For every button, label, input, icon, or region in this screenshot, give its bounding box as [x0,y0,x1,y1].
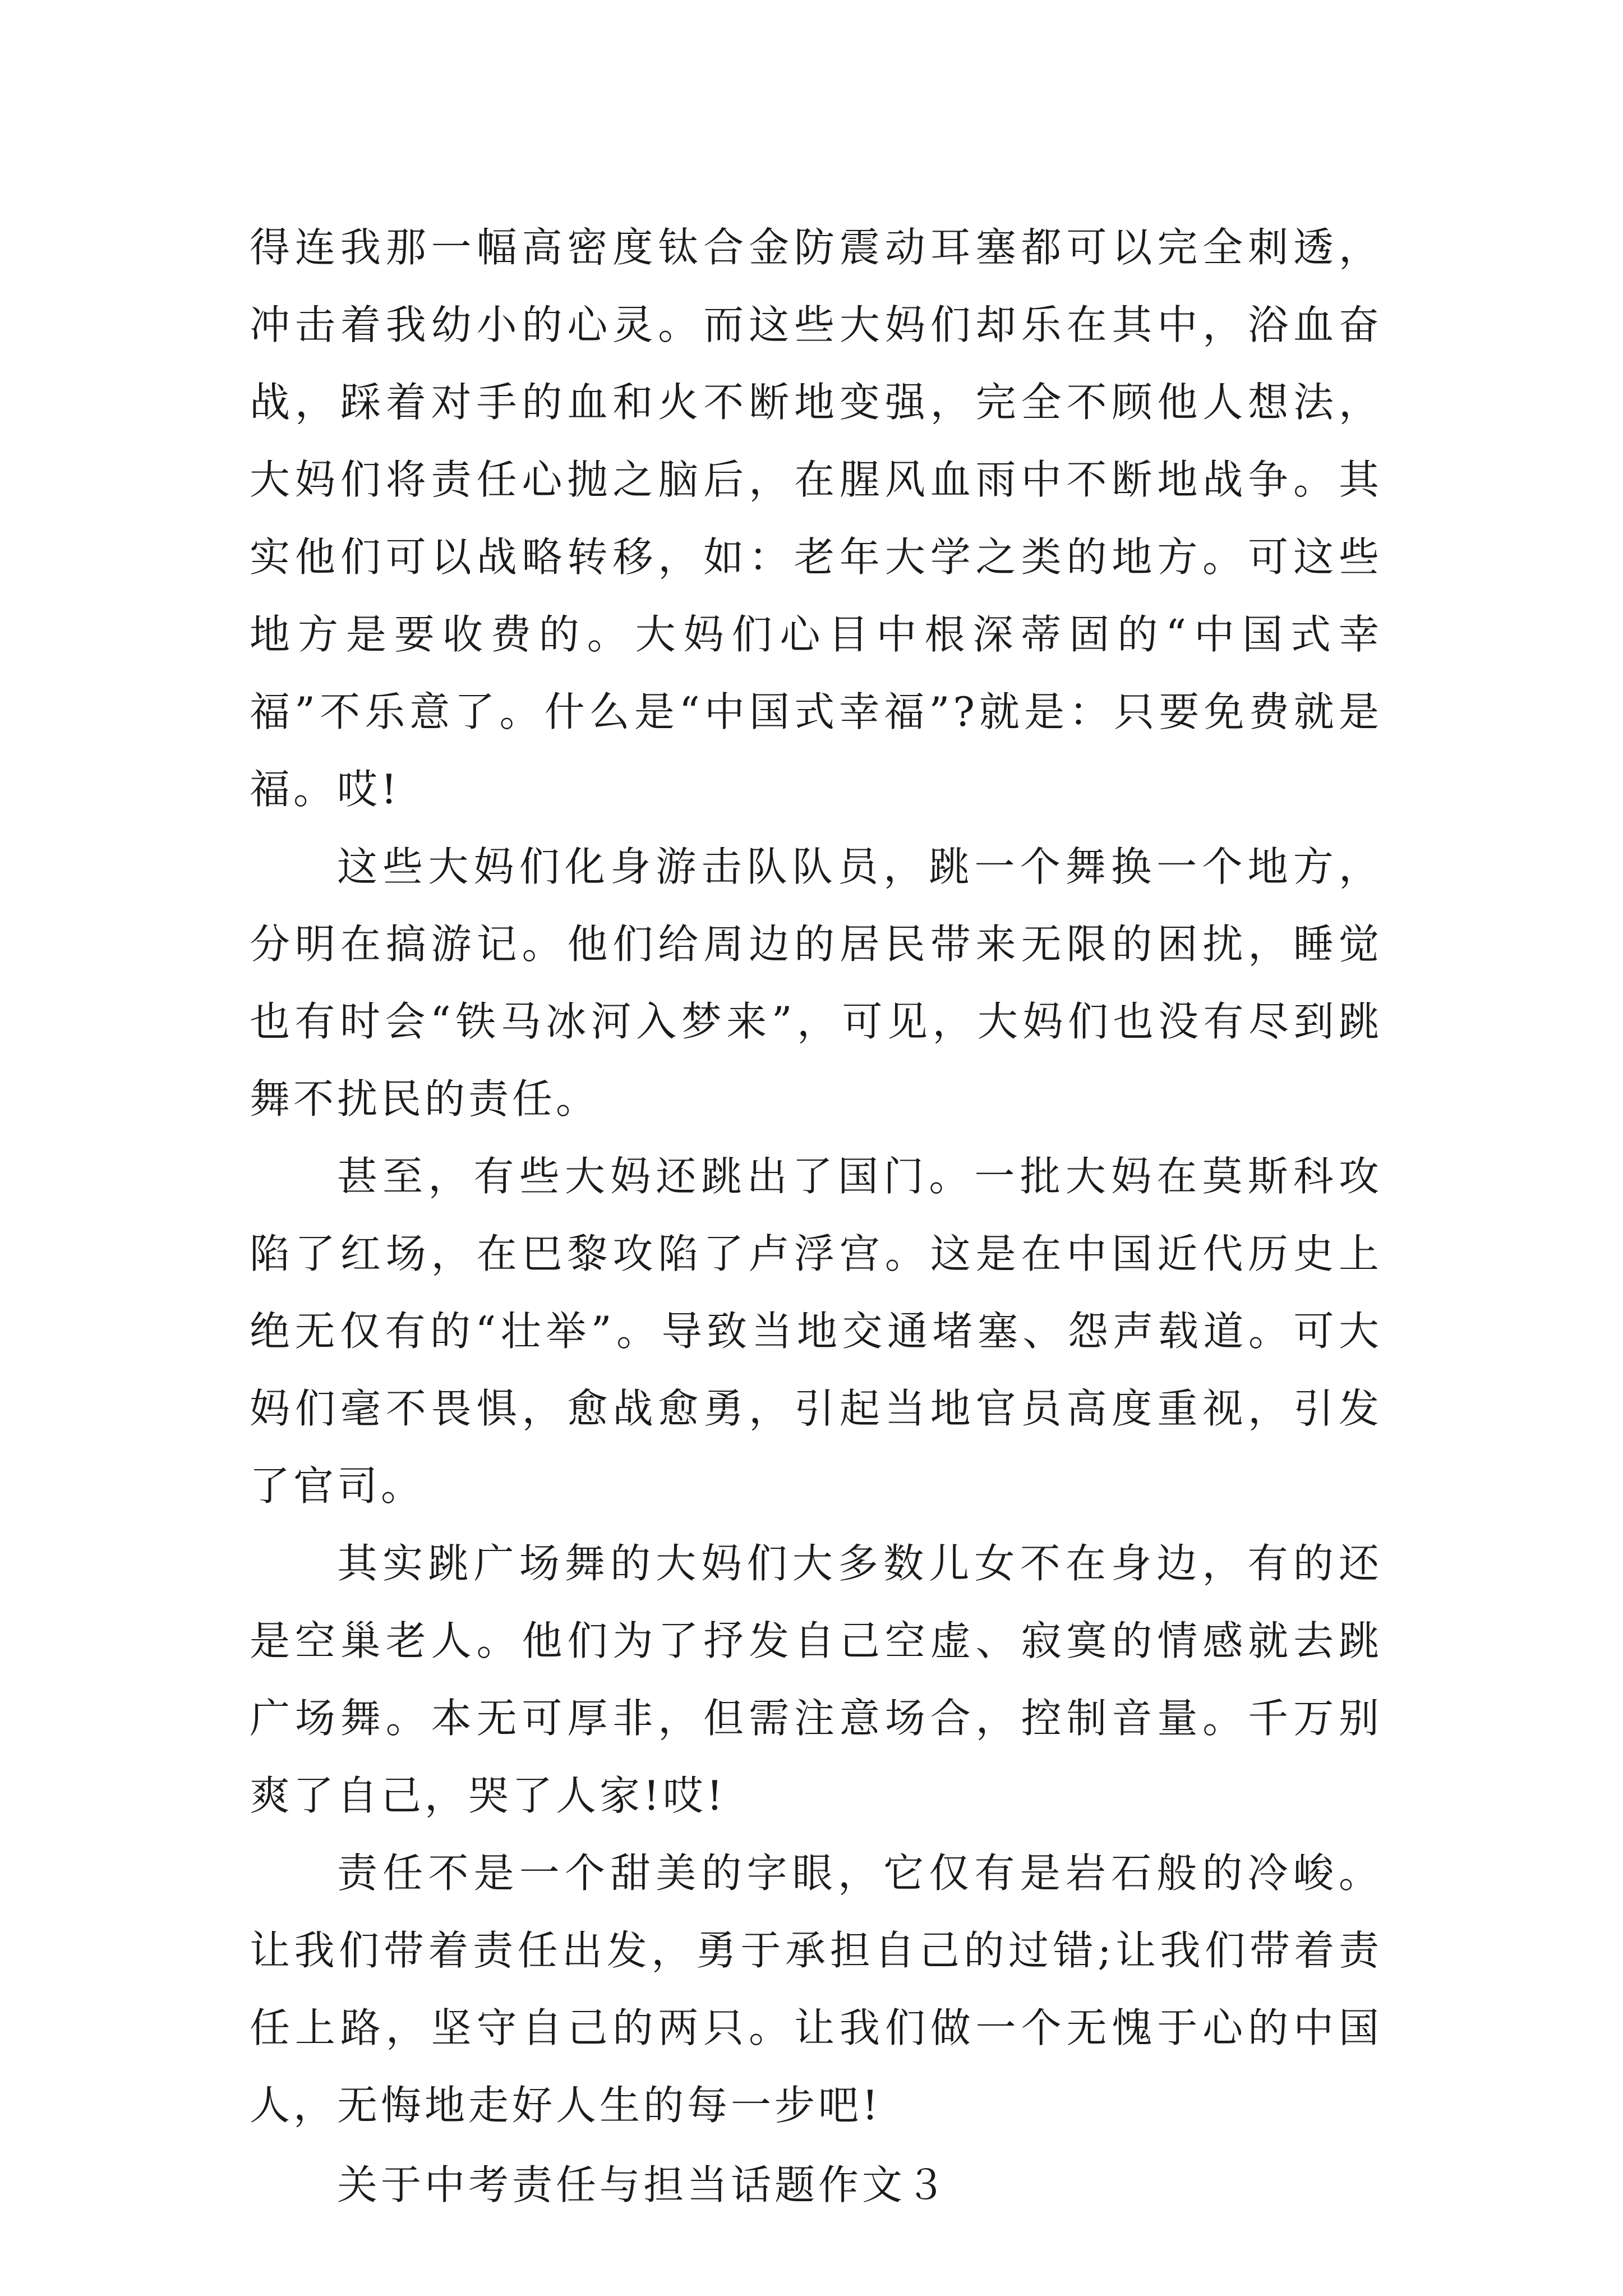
paragraph-continued: 得连我那一幅高密度钛合金防震动耳塞都可以完全刺透，冲击着我幼小的心灵。而这些大妈们却乐在其中，浴血奋战，踩着对手的血和火不断地变强，完全不顾他人想法，大妈们将责任心抛之脑后，在腥风血雨中不断地战争。其实他们可以战略转移，如：老年大学之类的地方。可这些地方是要收费的。大妈们心目中根深蒂固的“中国式幸福”不乐意了。什么是“中国式幸福”?就是：只要免费就是福。哎! [250,224,1382,813]
document-body [250,209,1382,2224]
paragraph-abroad: 甚至，有些大妈还跳出了国门。一批大妈在莫斯科攻陷了红场，在巴黎攻陷了卢浮宫。这是在中国近代历史上绝无仅有的“壮举”。导致当地交通堵塞、怨声载道。可大妈们毫不畏惧，愈战愈勇，引起当地官员高度重视，引发了官司。 [250,1153,1382,1510]
essay-heading: 关于中考责任与担当话题作文３ [337,2161,950,2208]
paragraph-guerrilla: 这些大妈们化身游击队队员，跳一个舞换一个地方，分明在搞游记。他们给周边的居民带来无限的困扰，睡觉也有时会“铁马冰河入梦来”，可见，大妈们也没有尽到跳舞不扰民的责任。 [250,843,1382,1122]
paragraph-conclusion: 责任不是一个甜美的字眼，它仅有是岩石般的冷峻。让我们带着责任出发，勇于承担自己的过错;让我们带着责任上路，坚守自己的两只。让我们做一个无愧于心的中国人，无悔地走好人生的每一步吧! [250,1849,1382,2129]
paragraph-empty-nest: 其实跳广场舞的大妈们大多数儿女不在身边，有的还是空巢老人。他们为了抒发自己空虚、寂寞的情感就去跳广场舞。本无可厚非，但需注意场合，控制音量。千万别爽了自己，哭了人家!哎! [250,1540,1382,1819]
